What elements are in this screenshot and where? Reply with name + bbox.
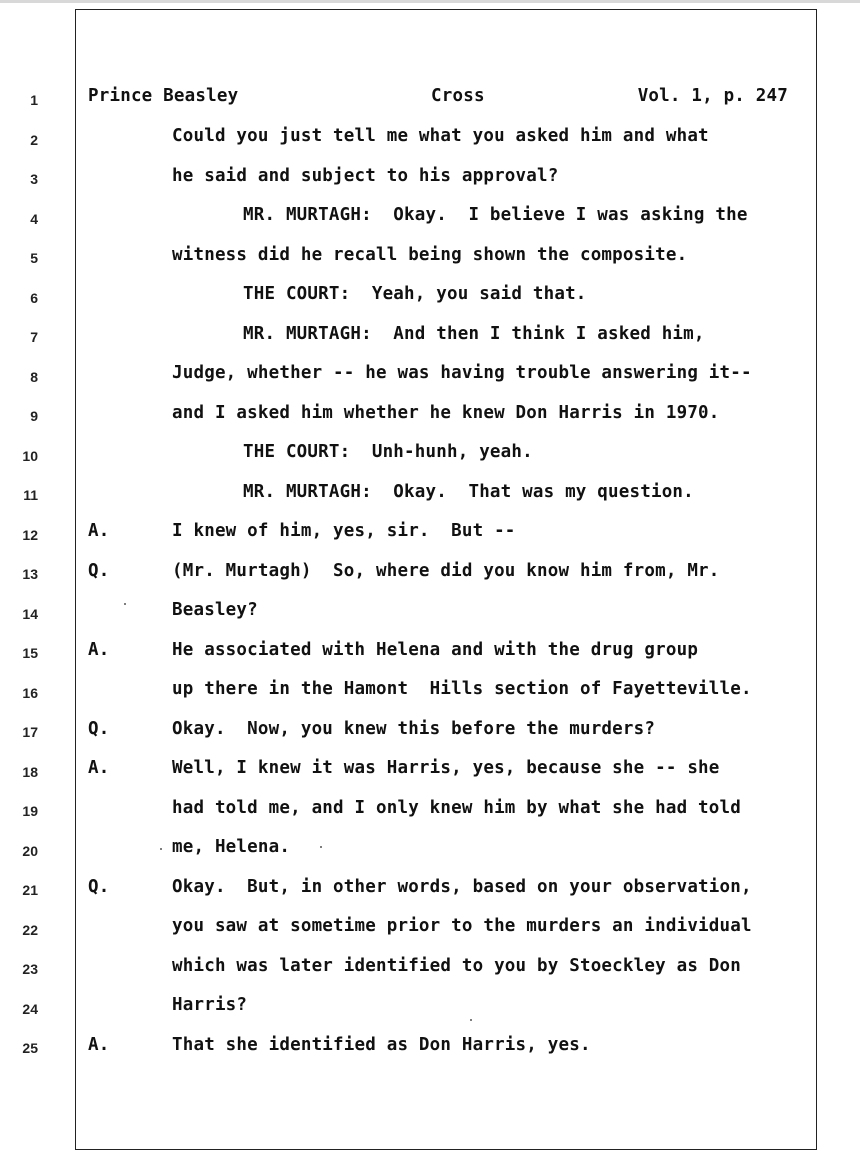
line-number: 20 xyxy=(22,842,38,859)
examination-type: Cross xyxy=(431,86,485,106)
line-text: Okay. But, in other words, based on your observation, xyxy=(172,876,752,897)
line-number: 9 xyxy=(30,408,38,424)
line-number: 17 xyxy=(22,724,38,740)
transcript-line xyxy=(88,245,818,285)
speaker-marker: Q. xyxy=(88,560,110,581)
line-text: up there in the Hamont Hills section of Fayetteville. xyxy=(172,679,752,699)
transcript-line xyxy=(88,837,818,877)
line-text: MR. MURTAGH: Okay. I believe I was asking the xyxy=(243,205,748,225)
transcript-line xyxy=(88,640,818,680)
line-number: 1 xyxy=(30,92,38,108)
line-number: 6 xyxy=(30,289,38,306)
speaker-marker: A. xyxy=(88,758,110,778)
line-text: MR. MURTAGH: Okay. That was my question. xyxy=(243,481,694,502)
scan-speck xyxy=(124,603,126,605)
transcript-line xyxy=(88,442,818,482)
line-number: 22 xyxy=(22,921,38,938)
transcript-line xyxy=(88,482,818,522)
transcript-line xyxy=(88,1035,818,1075)
line-text: he said and subject to his approval? xyxy=(172,165,559,186)
transcript-line xyxy=(88,600,818,640)
speaker-marker: A. xyxy=(88,1034,110,1055)
transcript-line xyxy=(88,956,818,996)
line-text: THE COURT: Unh-hunh, yeah. xyxy=(243,442,533,462)
line-text: He associated with Helena and with the drug group xyxy=(172,639,699,660)
line-number: 11 xyxy=(23,487,38,503)
transcript-line xyxy=(88,877,818,917)
transcript-line xyxy=(88,205,818,245)
line-text: That she identified as Don Harris, yes. xyxy=(172,1034,591,1055)
line-number: 3 xyxy=(30,171,38,187)
witness-name: Prince Beasley xyxy=(88,86,239,106)
transcript-line xyxy=(88,679,818,719)
line-text: Harris? xyxy=(172,995,248,1015)
scan-speck xyxy=(320,846,322,848)
line-text: me, Helena. xyxy=(172,837,291,857)
speaker-marker: A. xyxy=(88,639,110,660)
transcript-line xyxy=(88,284,818,324)
line-text: Could you just tell me what you asked him and what xyxy=(172,126,709,146)
speaker-marker: Q. xyxy=(88,876,110,897)
line-number: 5 xyxy=(30,250,38,266)
line-text: had told me, and I only knew him by what she had told xyxy=(172,797,742,818)
transcript-line xyxy=(88,758,818,798)
transcript-line xyxy=(88,324,818,364)
line-number: 8 xyxy=(30,368,38,385)
transcript-body xyxy=(88,126,818,1074)
line-text: and I asked him whether he knew Don Harris in 1970. xyxy=(172,402,720,423)
line-number-column xyxy=(0,86,60,1074)
line-text: I knew of him, yes, sir. But -- xyxy=(172,521,516,541)
transcript-line xyxy=(88,363,818,403)
line-number: 23 xyxy=(22,961,38,977)
scan-top-edge xyxy=(0,0,860,3)
line-number: 18 xyxy=(22,763,38,780)
line-number: 12 xyxy=(22,526,38,543)
line-number: 19 xyxy=(22,803,38,819)
line-text: (Mr. Murtagh) So, where did you know him from, Mr. xyxy=(172,560,720,581)
transcript-line xyxy=(88,719,818,759)
line-text: you saw at sometime prior to the murders an individual xyxy=(172,916,752,936)
volume-page-ref: Vol. 1, p. 247 xyxy=(637,86,788,106)
line-number: 14 xyxy=(22,605,38,622)
line-text: Beasley? xyxy=(172,600,258,620)
page-header xyxy=(88,86,788,110)
line-text: witness did he recall being shown the composite. xyxy=(172,244,688,265)
line-number: 4 xyxy=(30,210,38,227)
line-text: MR. MURTAGH: And then I think I asked him, xyxy=(243,323,705,344)
transcript-line xyxy=(88,798,818,838)
line-number: 24 xyxy=(22,1000,38,1017)
transcript-line xyxy=(88,995,818,1035)
scan-speck xyxy=(470,1019,472,1021)
transcript-line xyxy=(88,561,818,601)
line-number: 16 xyxy=(22,684,38,701)
transcript-line xyxy=(88,403,818,443)
scan-speck xyxy=(160,848,162,850)
transcript-line xyxy=(88,521,818,561)
line-number: 7 xyxy=(30,329,38,345)
transcript-line xyxy=(88,166,818,206)
line-number: 15 xyxy=(22,645,38,661)
line-number: 10 xyxy=(22,447,38,464)
transcript-line xyxy=(88,126,818,166)
line-number: 25 xyxy=(22,1040,38,1056)
line-text: which was later identified to you by Stoeckley as Don xyxy=(172,955,742,976)
line-text: Okay. Now, you knew this before the murders? xyxy=(172,718,656,739)
line-number: 13 xyxy=(22,566,38,582)
line-text: Judge, whether -- he was having trouble answering it-- xyxy=(172,363,752,383)
line-number: 21 xyxy=(22,882,38,898)
transcript-line xyxy=(88,916,818,956)
speaker-marker: A. xyxy=(88,521,110,541)
line-text: THE COURT: Yeah, you said that. xyxy=(243,284,587,304)
speaker-marker: Q. xyxy=(88,718,110,739)
line-number: 2 xyxy=(30,131,38,148)
line-text: Well, I knew it was Harris, yes, because she -- she xyxy=(172,758,720,778)
